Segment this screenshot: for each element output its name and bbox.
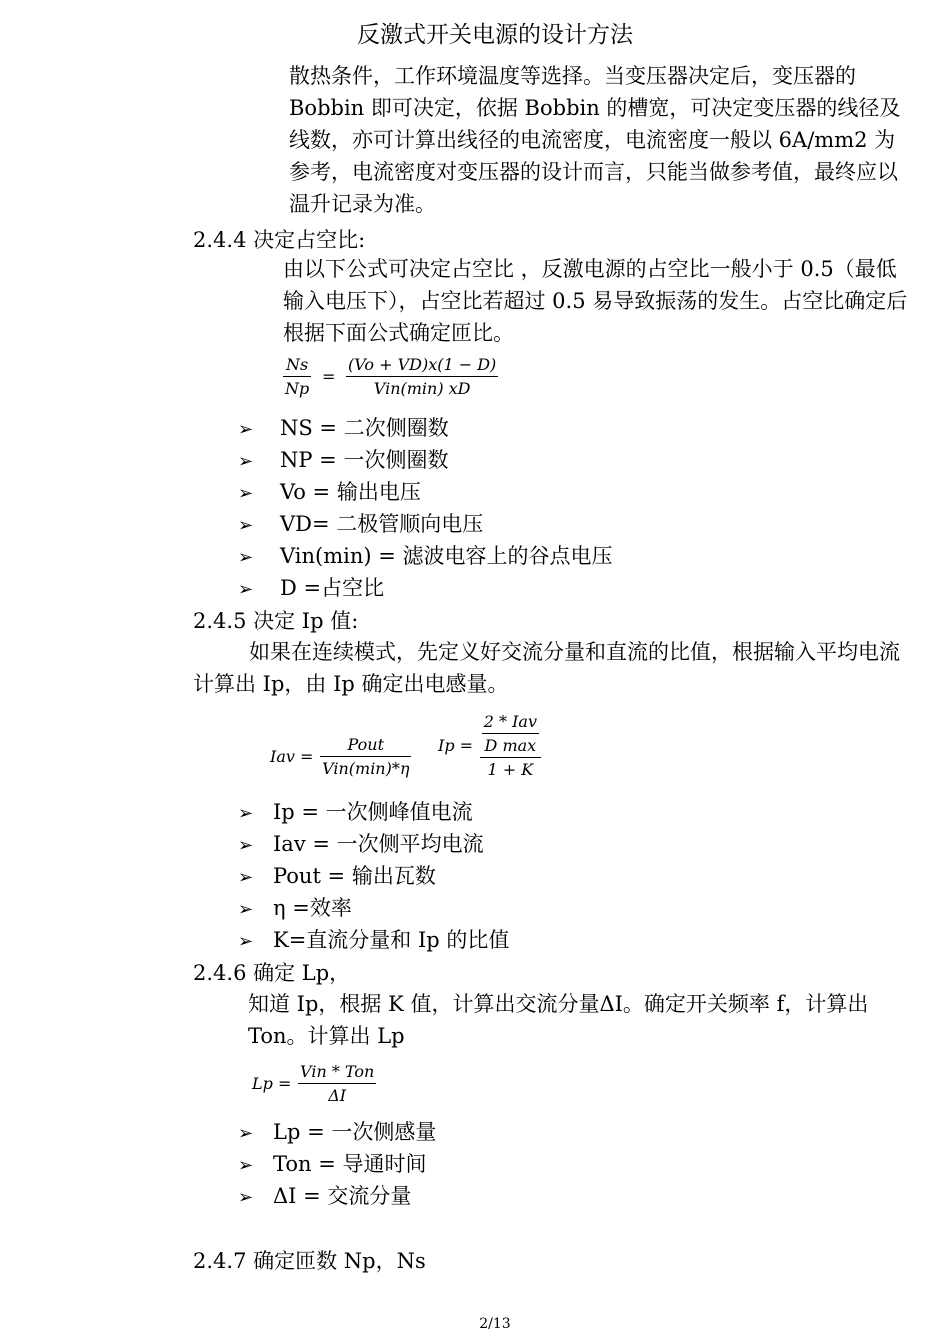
arrow-bullet-icon: ➢: [238, 1155, 254, 1176]
list-item: [238, 412, 449, 442]
list-item: [238, 1180, 411, 1210]
formula-denominator: Vin(min)*η: [322, 759, 410, 778]
arrow-bullet-icon: ➢: [238, 515, 254, 536]
list-item: [238, 572, 384, 602]
turns-ratio-fraction: [283, 355, 311, 398]
section-paragraph-2-4-6: 知道 Ip，根据 K 值，计算出交流分量ΔI。确定开关频率 f，计算出Ton。计算出 Lp: [248, 992, 869, 1048]
arrow-bullet-icon: ➢: [238, 835, 254, 856]
list-item-text: Vo = 输出电压: [280, 480, 421, 504]
iav-formula: [270, 735, 411, 778]
formula-numerator: Vin * Ton: [298, 1062, 376, 1084]
arrow-bullet-icon: ➢: [238, 579, 254, 600]
list-item: [238, 1148, 427, 1178]
formula-numerator: Pout: [320, 735, 411, 757]
formula-lhs: Ip =: [438, 736, 474, 755]
list-item: [238, 860, 436, 890]
iav-over-dmax-fraction: [482, 712, 539, 755]
formula-denominator: 1 + K: [487, 760, 534, 779]
list-item-text: Ton = 导通时间: [273, 1152, 427, 1176]
list-item-text: Vin(min) = 滤波电容上的谷点电压: [280, 544, 613, 568]
section-heading-2-4-6: 2.4.6 确定 Lp，: [193, 961, 351, 985]
list-item-text: Iav = 一次侧平均电流: [273, 832, 484, 856]
ip-formula: [438, 712, 541, 779]
list-item-text: K=直流分量和 Ip 的比值: [273, 928, 510, 952]
list-item: [238, 444, 448, 474]
page-title: 反激式开关电源的设计方法: [357, 22, 633, 48]
arrow-bullet-icon: ➢: [238, 1187, 254, 1208]
section-heading-2-4-4: 2.4.4 决定占空比:: [193, 228, 366, 252]
arrow-bullet-icon: ➢: [238, 803, 254, 824]
lp-fraction: [298, 1062, 376, 1105]
arrow-bullet-icon: ➢: [238, 483, 254, 504]
arrow-bullet-icon: ➢: [238, 419, 254, 440]
arrow-bullet-icon: ➢: [238, 547, 254, 568]
equals-sign: =: [321, 367, 336, 386]
formula-lhs: Lp =: [252, 1074, 292, 1093]
list-item-text: VD= 二极管顺向电压: [280, 512, 484, 536]
section-paragraph-2-4-5: 如果在连续模式，先定义好交流分量和直流的比值，根据输入平均电流计算出 Ip，由 Ip 确定出电感量。: [193, 640, 900, 696]
list-item-text: NP = 一次侧圈数: [280, 448, 449, 472]
section-paragraph-2-4-4: 由以下公式可决定占空比 ，反激电源的占空比一般小于 0.5（最低输入电压下），占空比若超过 0.5 易导致振荡的发生。占空比确定后根据下面公式确定匝比。: [283, 257, 908, 345]
list-item: [238, 476, 421, 506]
formula-numerator: (Vo + VD)x(1 − D): [346, 355, 498, 377]
section-heading-2-4-7: 2.4.7 确定匝数 Np，Ns: [193, 1249, 426, 1273]
list-item: [238, 1116, 436, 1146]
intro-paragraph: 散热条件，工作环境温度等选择。当变压器决定后，变压器的 Bobbin 即可决定，依据 Bobbin 的槽宽，可决定变压器的线径及线数，亦可计算出线径的电流密度，电流密度一般以 6A/mm2 为参考，电流密度对变压器的设计而言，只能当做参考值，最终应以温升记录为准。: [289, 64, 901, 216]
list-item-text: η =效率: [273, 896, 352, 920]
list-item: [238, 540, 613, 570]
formula-numerator: 2 * Iav: [482, 712, 539, 734]
formula-lhs: Iav =: [270, 747, 314, 766]
list-item: [238, 796, 473, 826]
duty-cycle-fraction: [346, 355, 498, 398]
formula-denominator: Np: [285, 379, 310, 398]
ip-numerator: [480, 712, 541, 758]
arrow-bullet-icon: ➢: [238, 931, 254, 952]
list-item-text: Lp = 一次侧感量: [273, 1120, 437, 1144]
page-number: 2/13: [479, 1316, 511, 1332]
arrow-bullet-icon: ➢: [238, 899, 254, 920]
lp-formula: [252, 1062, 376, 1105]
arrow-bullet-icon: ➢: [238, 1123, 254, 1144]
arrow-bullet-icon: ➢: [238, 451, 254, 472]
section-heading-2-4-5: 2.4.5 决定 Ip 值:: [193, 609, 359, 633]
iav-fraction: [320, 735, 411, 778]
arrow-bullet-icon: ➢: [238, 867, 254, 888]
list-item-text: D =占空比: [280, 576, 385, 600]
list-item: [238, 508, 483, 538]
list-item-text: Ip = 一次侧峰值电流: [273, 800, 473, 824]
formula-denominator: Vin(min) xD: [373, 379, 471, 398]
list-item: [238, 924, 509, 954]
list-item-text: NS = 二次侧圈数: [280, 416, 449, 440]
list-item-text: ΔI = 交流分量: [273, 1184, 412, 1208]
list-item: [238, 828, 484, 858]
ip-fraction: [480, 712, 541, 779]
list-item: [238, 892, 352, 922]
list-item-text: Pout = 输出瓦数: [273, 864, 436, 888]
formula-denominator: D max: [484, 736, 537, 755]
formula-numerator: Ns: [283, 355, 311, 377]
formula-denominator: ΔI: [328, 1086, 347, 1105]
duty-cycle-formula: [283, 355, 498, 398]
